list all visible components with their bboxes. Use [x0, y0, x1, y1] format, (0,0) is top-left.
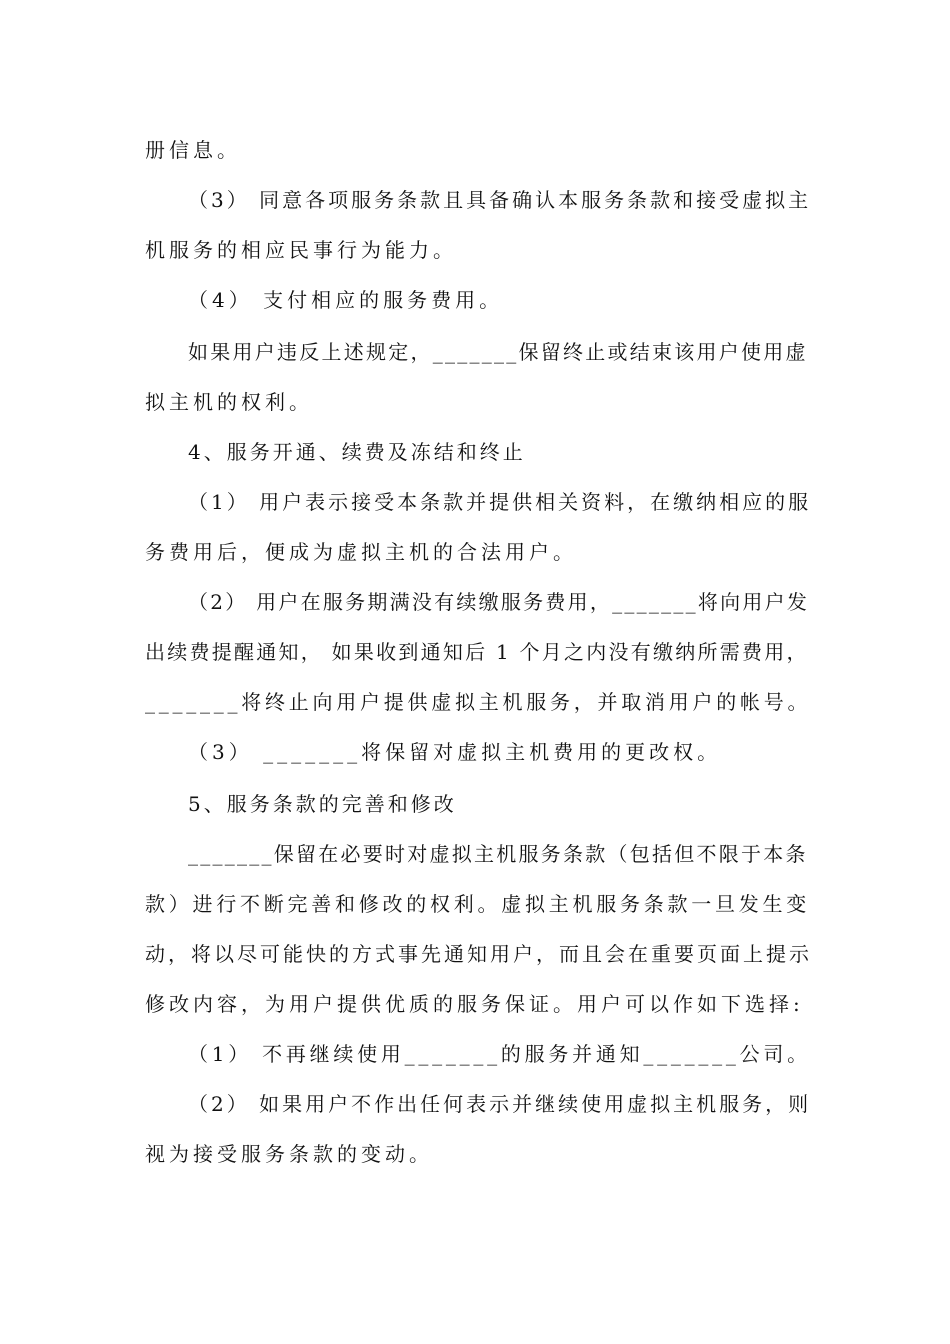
text-line: _______保留在必要时对虚拟主机服务条款（包括但不限于本条 [188, 842, 808, 866]
text-line: （1） 用户表示接受本条款并提供相关资料，在缴纳相应的服 [188, 490, 812, 514]
text-line: （2） 用户在服务期满没有续缴服务费用，_______将向用户发 [188, 590, 810, 614]
text-line: _______将终止向用户提供虚拟主机服务，并取消用户的帐号。 [145, 690, 812, 714]
text-line: （2） 如果用户不作出任何表示并继续使用虚拟主机服务，则 [188, 1092, 812, 1116]
text-line: （3） _______将保留对虚拟主机费用的更改权。 [188, 740, 722, 764]
section-heading: 5、服务条款的完善和修改 [188, 792, 457, 816]
text-line: 视为接受服务条款的变动。 [145, 1142, 433, 1166]
text-line: 动，将以尽可能快的方式事先通知用户，而且会在重要页面上提示 [145, 942, 812, 966]
text-line: 拟主机的权利。 [145, 390, 313, 414]
text-line: （1） 不再继续使用_______的服务并通知_______公司。 [188, 1042, 811, 1066]
text-line: 款）进行不断完善和修改的权利。虚拟主机服务条款一旦发生变 [145, 892, 810, 916]
text-line: 如果用户违反上述规定，_______保留终止或结束该用户使用虚 [188, 340, 808, 364]
text-line: （3） 同意各项服务条款且具备确认本服务条款和接受虚拟主 [188, 188, 812, 212]
text-line: 册信息。 [145, 138, 241, 162]
text-line: 出续费提醒通知， 如果收到通知后 1 个月之内没有缴纳所需费用， [145, 640, 809, 664]
text-line: 务费用后，便成为虚拟主机的合法用户。 [145, 540, 577, 564]
text-line: 修改内容，为用户提供优质的服务保证。用户可以作如下选择: [145, 992, 804, 1016]
text-line: （4） 支付相应的服务费用。 [188, 288, 504, 312]
text-line: 机服务的相应民事行为能力。 [145, 238, 457, 262]
section-heading: 4、服务开通、续费及冻结和终止 [188, 440, 526, 464]
